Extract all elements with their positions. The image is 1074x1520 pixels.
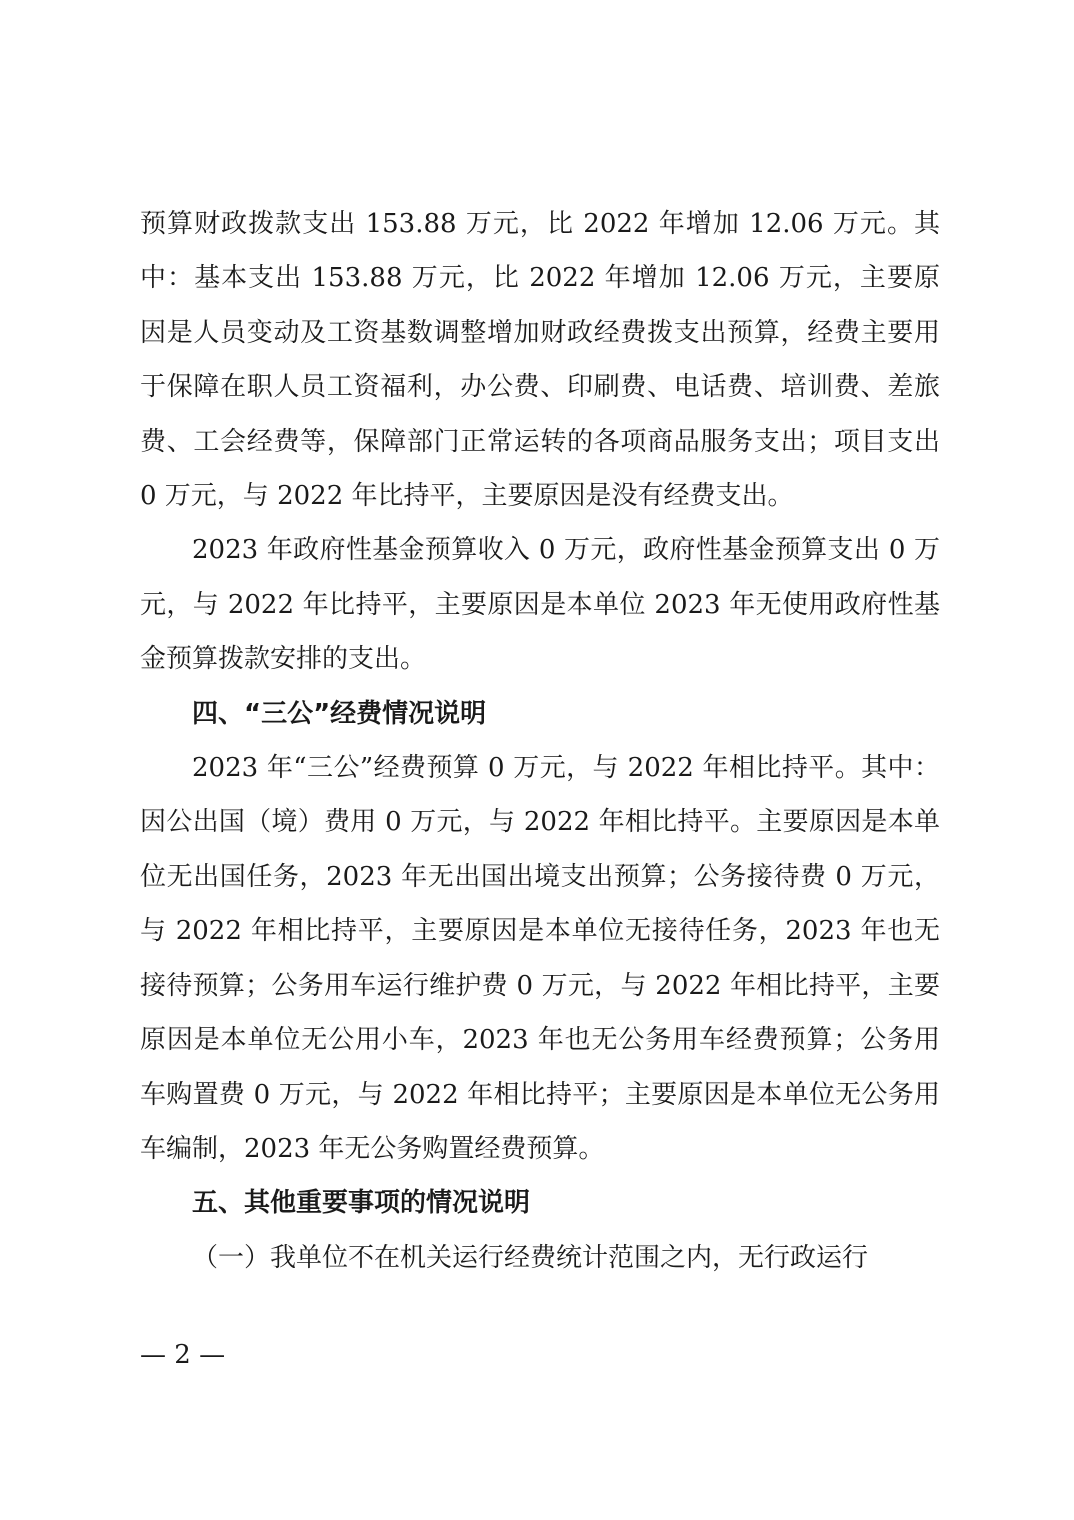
paragraph-three-public-expenses: 2023 年“三公”经费预算 0 万元，与 2022 年相比持平。其中：因公出国（境）费用 0 万元，与 2022 年相比持平。主要原因是本单位无出国任务，2023 年无出国出境支出预算；公务接待费 0 万元，与 2022 年相比持平，主要原因是本单位无接待任务，2023 年也无接待预算；公务用车运行维护费 0 万元，与 2022 年相比持平，主要原因是本单位无公用小车，2023 年也无公务用车经费预算；公务用车购置费 0 万元，与 2022 年相比持平；主要原因是本单位无公务用车编制，2023 年无公务购置经费预算。 bbox=[140, 753, 940, 1164]
section-heading-other-matters: 五、其他重要事项的情况说明 bbox=[192, 1188, 531, 1219]
section-heading-three-public-expenses: 四、“三公”经费情况说明 bbox=[192, 698, 487, 729]
paragraph-government-fund: 2023 年政府性基金预算收入 0 万元，政府性基金预算支出 0 万元，与 2022 年比持平，主要原因是本单位 2023 年无使用政府性基金预算拨款安排的支出。 bbox=[140, 535, 940, 675]
page-number: — 2 — bbox=[140, 1340, 226, 1370]
paragraph-other-matters: （一）我单位不在机关运行经费统计范围之内，无行政运行 bbox=[192, 1242, 869, 1273]
paragraph-budget-expenditure: 预算财政拨款支出 153.88 万元，比 2022 年增加 12.06 万元。其中：基本支出 153.88 万元，比 2022 年增加 12.06 万元，主要原因是人员变动及工资基数调整增加财政经费拨支出预算，经费主要用于保障在职人员工资福利，办公费、印刷费、电话费、培训费、差旅费、工会经费等，保障部门正常运转的各项商品服务支出；项目支出 0 万元，与 2022 年比持平，主要原因是没有经费支出。 bbox=[140, 209, 940, 512]
document-body bbox=[140, 197, 940, 1285]
